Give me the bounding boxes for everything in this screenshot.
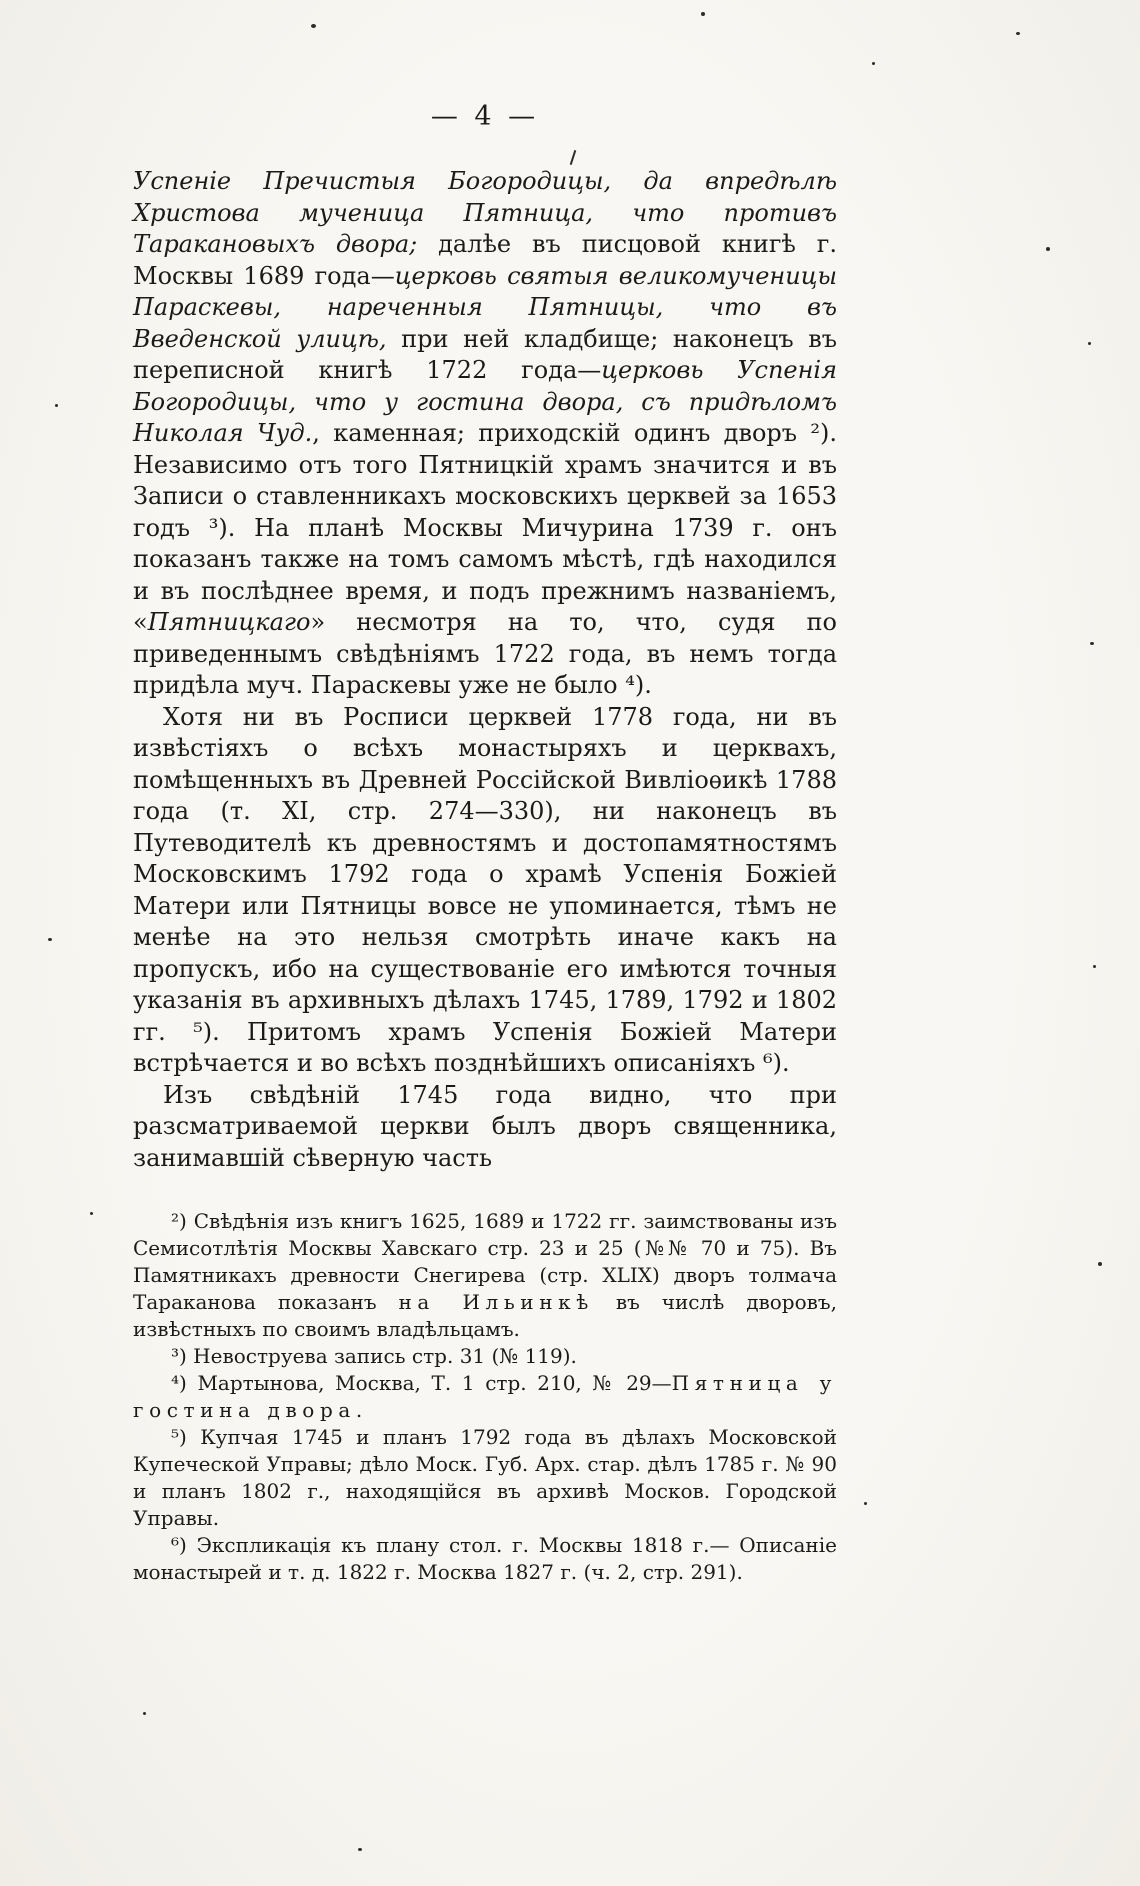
body-text: » несмотря на то, что, судя по приведеннымъ свѣдѣніямъ 1722 года, въ немъ тогда придѣла муч. Параскевы уже не было ⁴). xyxy=(133,608,837,699)
scan-mark-slash xyxy=(570,150,577,165)
scan-speck xyxy=(1046,247,1050,251)
scan-speck xyxy=(1098,1262,1102,1266)
scan-speck xyxy=(143,1712,146,1715)
footnote-text: въ числѣ дворовъ, извѣстныхъ по своимъ владѣльцамъ. xyxy=(133,1290,837,1341)
footnote-6: ⁶) Экспликація къ плану стол. г. Москвы 1818 г.— Описаніе монастырей и т. д. 1822 г. Москва 1827 г. (ч. 2, стр. 291). xyxy=(133,1533,837,1584)
scan-speck xyxy=(1090,642,1094,645)
emphasized-church-name: Пятница у гостина двора. xyxy=(133,1371,838,1422)
emphasized-place-name: на Ильинкѣ xyxy=(398,1290,594,1314)
scan-speck xyxy=(48,938,52,941)
quoted-name: Пятницкаго xyxy=(147,608,311,636)
paragraph-2: Хотя ни въ Росписи церквей 1778 года, ни въ извѣстіяхъ о всѣхъ монастыряхъ и церквахъ, помѣщенныхъ въ Древней Россійской Вивліоѳикѣ 1788 года (т. XI, стр. 274—330), ни наконецъ въ Путеводителѣ къ древностямъ и достопамятностямъ Московскимъ 1792 года о храмѣ Успенія Божіей Матери или Пятницы вовсе не упоминается, тѣмъ не менѣе на это нельзя смотрѣть иначе какъ на пропускъ, ибо на существованіе его имѣются точныя указанія въ архивныхъ дѣлахъ 1745, 1789, 1792 и 1802 гг. ⁵). Притомъ храмъ Успенія Божіей Матери встрѣчается и во всѣхъ позднѣйшихъ описаніяхъ ⁶). xyxy=(133,702,837,1077)
text-block xyxy=(133,166,837,1586)
body-text: , каменная; приходскій одинъ дворъ ²). Независимо отъ того Пятницкій храмъ значится и въ Записи о ставленникахъ московскихъ церквей за 1653 годъ ³). На планѣ Москвы Мичурина 1739 г. онъ показанъ также на томъ самомъ мѣстѣ, гдѣ находился и въ послѣднее время, и подъ прежнимъ названіемъ, « xyxy=(133,419,837,636)
footnote-text: ²) Свѣдѣнія изъ книгъ 1625, 1689 и 1722 гг. заимствованы изъ Семисотлѣтія Москвы Хавскаго стр. 23 и 25 (№№ 70 и 75). Въ Памятникахъ древности Снегирева (стр. XLIX) дворъ толмача Тараканова показанъ xyxy=(133,1209,837,1314)
scan-speck xyxy=(1088,342,1091,345)
paragraph-3: Изъ свѣдѣній 1745 года видно, что при разсматриваемой церкви былъ дворъ священника, занимавшій сѣверную часть xyxy=(133,1080,837,1172)
scan-speck xyxy=(1016,32,1020,35)
footnote-3: ³) Невоструева запись стр. 31 (№ 119). xyxy=(171,1344,577,1368)
quoted-church-name: церковь святыя великомученицы Параскевы, нареченныя Пятницы, что въ Введенской улицѣ, xyxy=(133,261,837,353)
scan-speck xyxy=(55,404,58,407)
page-number: — 4 — xyxy=(430,101,540,132)
footnote-4 xyxy=(133,1370,837,1424)
main-text xyxy=(133,166,837,1174)
quoted-church-name: церковь Успенія Богородицы, что у гостина двора, съ придѣломъ Николая Чуд. xyxy=(133,356,837,447)
scan-speck xyxy=(1093,965,1096,968)
body-text: далѣе въ писцовой книгѣ г. Москвы 1689 года— xyxy=(133,230,837,290)
scan-speck xyxy=(90,1212,93,1215)
scan-speck xyxy=(872,62,875,65)
footnotes xyxy=(133,1208,837,1586)
scan-speck xyxy=(311,24,316,28)
footnote-5: ⁵) Купчая 1745 и планъ 1792 года въ дѣлахъ Московской Купеческой Управы; дѣло Моск. Губ. Арх. стар. дѣлъ 1785 г. № 90 и планъ 1802 г., находящійся въ архивѣ Москов. Городской Управы. xyxy=(133,1425,837,1530)
scan-speck xyxy=(701,12,705,16)
paragraph-1 xyxy=(133,166,837,702)
footnote-text: ⁴) Мартынова, Москва, Т. 1 стр. 210, № 29— xyxy=(171,1371,672,1395)
footnote-2 xyxy=(133,1208,837,1343)
quoted-church-name: Успеніе Пречистыя Богородицы, да впредѣлѣ Христова мученица Пятница, что противъ Таракановыхъ двора; xyxy=(133,167,837,258)
scan-speck xyxy=(358,1848,362,1851)
scan-speck xyxy=(864,1502,867,1505)
body-text: при ней кладбище; наконецъ въ переписной книгѣ 1722 года— xyxy=(133,324,837,384)
